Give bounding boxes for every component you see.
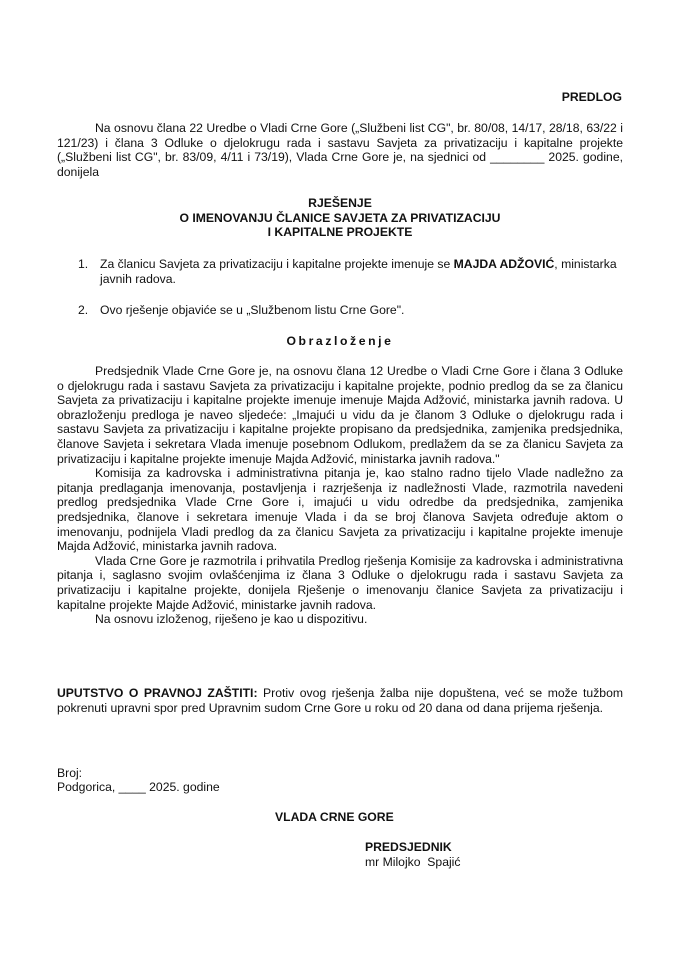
document-title	[57, 196, 623, 240]
reasoning-paragraph-1: Predsjednik Vlade Crne Gore je, na osnovu člana 12 Uredbe o Vladi Crne Gore i člana 3 Odluke o djelokrugu rada i sastavu Savjeta za privatizaciju i kapitalne projekte, podnio predlog da se za članicu Savjeta za privatizaciju i kapitalne projekte imenuje imenuje Majda Adžović, ministarka javnih radova. U obrazloženju predloga je naveo sljedeće: „Imajući u vidu da je članom 3 Odluke o djelokrugu rada i sastavu Savjeta za privatizaciju i kapitalne projekte propisano da predsjednika, zamjenika predsjednika, članove Savjeta i sekretara Vlada imenuje posebnom Odlukom, predlažem da se za članicu Savjeta za privatizaciju i kapitalne projekte imenuje Majda Adžović, ministarka javnih radova."	[57, 364, 623, 466]
signatory-name: mr Milojko Spajić	[365, 855, 461, 869]
legal-notice-label: UPUTSTVO O PRAVNOJ ZAŠTITI:	[57, 686, 258, 700]
item-text	[100, 257, 623, 286]
government-name: VLADA CRNE GORE	[275, 810, 394, 824]
item-text-before: Za članicu Savjeta za privatizaciju i kapitalne projekte imenuje se	[100, 257, 454, 271]
legal-notice	[57, 686, 623, 715]
preamble-paragraph: Na osnovu člana 22 Uredbe o Vladi Crne Gore („Službeni list CG", br. 80/08, 14/17, 28/18, 63/22 i 121/23) i člana 3 Odluke o djelokrugu rada i sastavu Savjeta za privatizaciju i kapitalne projekte („Službeni list CG", br. 83/09, 4/11 i 73/19), Vlada Crne Gore je, na sjednici od ________ 2025. godine, donijela	[57, 121, 623, 179]
appointee-name: MAJDA ADŽOVIĆ	[453, 257, 555, 271]
document-status-label: PREDLOG	[561, 90, 622, 104]
signatory-role: PREDSJEDNIK	[365, 840, 452, 854]
dispositive-item-2	[78, 303, 623, 318]
item-text-after: , ministarka javnih radova.	[100, 257, 617, 286]
legal-notice-text: Protiv ovog rješenja žalba nije dopuštena, već se može tužbom pokrenuti upravni spor pred Upravnim sudom Crne Gore u roku od 20 dana od dana prijema rješenja.	[57, 686, 623, 715]
item-number: 1.	[78, 257, 89, 271]
place-and-date: Podgorica, ____ 2025. godine	[57, 780, 220, 794]
title-line-2: O IMENOVANJU ČLANICE SAVJETA ZA PRIVATIZACIJU	[179, 210, 501, 225]
reasoning-paragraph-4: Na osnovu izloženog, riješeno je kao u dispozitivu.	[95, 612, 368, 627]
reasoning-paragraph-2: Komisija za kadrovska i administrativna pitanja je, kao stalno radno tijelo Vlade nadležno za pitanja predlaganja imenovanja, postavljenja i razrješenja iz nadležnosti Vlade, razmotrila navedeni predlog predsjednika Vlade Crne Gore i, imajući u vidu odredbe da predsjednika, zamjenika predsjednika, članove i sekretara imenuje Vlada i da se broj članova Savjeta određuje aktom o imenovanju, podnijela Vladi predlog da za članicu Savjeta za privatizaciju i kapitalne projekte imenuje Majda Adžović, ministarka javnih radova.	[57, 466, 623, 554]
title-line-1: RJEŠENJE	[308, 196, 372, 210]
reasoning-paragraph-3: Vlada Crne Gore je razmotrila i prihvatila Predlog rješenja Komisije za kadrovska i administrativna pitanja i, saglasno svojim ovlašćenjima iz člana 3 Odluke o djelokrugu rada i sastavu Savjeta za privatizaciju i kapitalne projekte, donijela Rješenje o imenovanju članice Savjeta za privatizaciju i kapitalne projekte Majde Adžović, ministarke javnih radova.	[57, 553, 623, 612]
item-text: Ovo rješenje objaviće se u „Službenom listu Crne Gore".	[100, 303, 405, 317]
reference-number: Broj:	[57, 766, 83, 780]
dispositive-item-1	[78, 257, 623, 286]
item-number: 2.	[78, 303, 89, 317]
reasoning-heading: Obrazloženje	[286, 334, 394, 348]
title-line-3: I KAPITALNE PROJEKTE	[267, 225, 413, 240]
reasoning-body	[57, 364, 623, 627]
